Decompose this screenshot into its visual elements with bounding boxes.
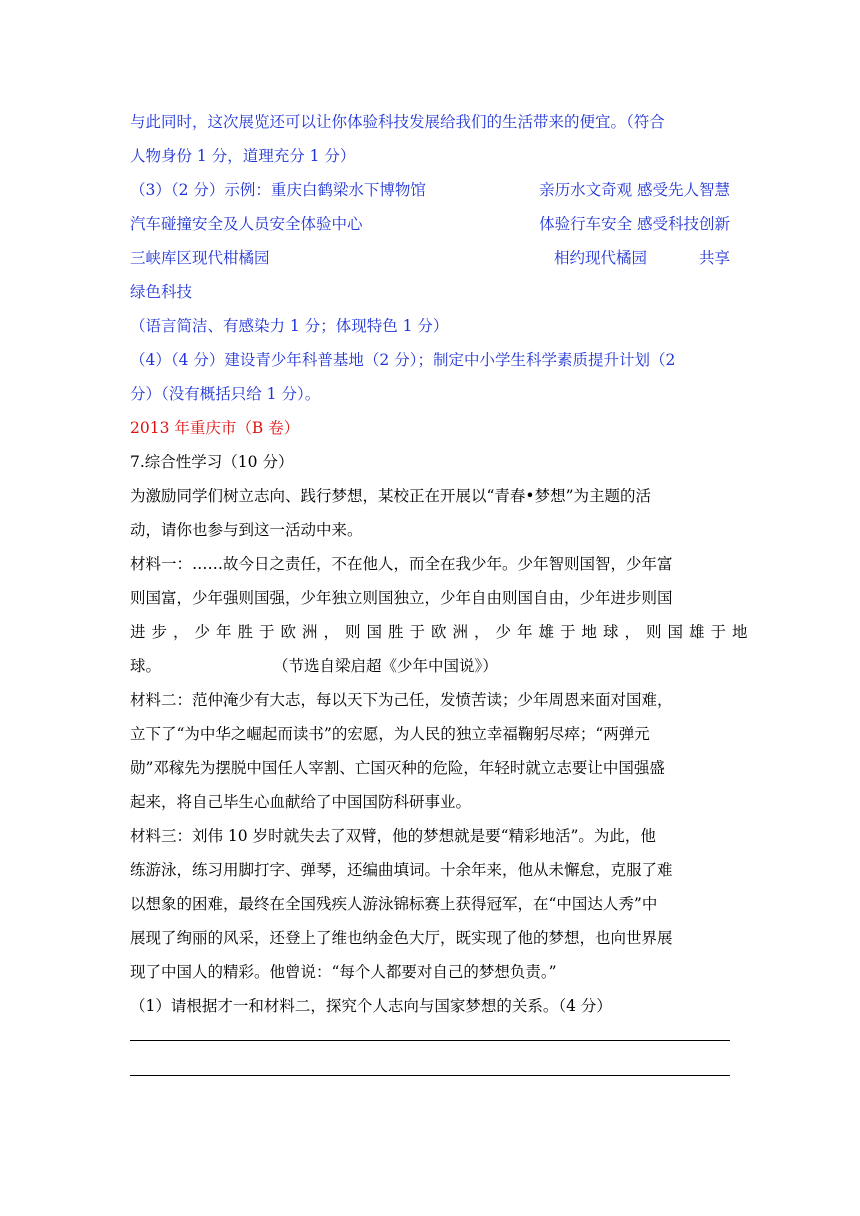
answer-example-row <box>130 180 730 200</box>
material-two: 起来，将自己毕生心血献给了中国国防科研事业。 <box>130 793 472 811</box>
example-slogan: 亲历水文奇观 感受先人智慧 <box>539 181 730 199</box>
material-three: 展现了绚丽的风采，还登上了维也纳金色大厅，既实现了他的梦想，也向世界展 <box>130 929 673 947</box>
material-two: 勋”邓稼先为摆脱中国任人宰割、亡国灭种的危险，年轻时就立志要让中国强盛 <box>130 759 665 777</box>
material-three: 现了中国人的精彩。他曾说：“每个人都要对自己的梦想负责。” <box>130 963 557 981</box>
material-three: 练游泳，练习用脚打字、弹琴，还编曲填词。十余年来，他从未懈怠，克服了难 <box>130 861 673 879</box>
answer-line: 与此同时，这次展览还可以让你体验科技发展给我们的生活带来的便宜。（符合 <box>130 113 665 131</box>
sub-question-1: （1）请根据才一和材料二，探究个人志向与国家梦想的关系。（4 分） <box>130 997 612 1015</box>
example-place: （3）（2 分）示例：重庆白鹤梁水下博物馆 <box>130 181 426 199</box>
material-two: 材料二：范仲淹少有大志，每以天下为己任，发愤苦读；少年周恩来面对国难， <box>130 691 673 709</box>
question-heading: 7.综合性学习（10 分） <box>130 453 294 471</box>
answer-line: 分）（没有概括只给 1 分）。 <box>130 385 321 403</box>
question-intro: 动，请你也参与到这一活动中来。 <box>130 521 363 539</box>
answer-blank-line[interactable] <box>130 1040 730 1041</box>
example-place: 汽车碰撞安全及人员安全体验中心 <box>130 215 363 233</box>
material-one-end: 球。 <box>130 657 162 675</box>
material-one: 材料一：……故今日之责任，不在他人，而全在我少年。少年智则国智，少年富 <box>130 555 673 573</box>
material-three: 材料三：刘伟 10 岁时就失去了双臂，他的梦想就是要“精彩地活”。为此，他 <box>130 827 656 845</box>
material-three: 以想象的困难，最终在全国残疾人游泳锦标赛上获得冠军，在“中国达人秀”中 <box>130 895 658 913</box>
answer-blank-line[interactable] <box>130 1075 730 1076</box>
example-slogan: 体验行车安全 感受科技创新 <box>539 215 730 233</box>
section-title: 2013 年重庆市（B 卷） <box>130 419 300 437</box>
material-one: 进步，少年胜于欧洲，则国胜于欧洲，少年雄于地球，则国雄于地 <box>130 623 754 641</box>
example-place: 三峡库区现代柑橘园 <box>130 249 270 267</box>
material-one <box>130 656 730 676</box>
answer-example-row <box>130 214 730 234</box>
question-intro: 为激励同学们树立志向、践行梦想，某校正在开展以“青春•梦想”为主题的活 <box>130 487 651 505</box>
material-one-source: （节选自梁启超《少年中国说》） <box>273 657 498 675</box>
answer-example-row <box>130 248 730 268</box>
answer-line: 绿色科技 <box>130 283 193 301</box>
answer-line: （语言简洁、有感染力 1 分；体现特色 1 分） <box>130 317 449 335</box>
answer-line: （4）（4 分）建设青少年科普基地（2 分）；制定中小学生科学素质提升计划（2 <box>130 351 676 369</box>
material-one: 则国富，少年强则国强，少年独立则国独立，少年自由则国自由，少年进步则国 <box>130 589 673 607</box>
material-two: 立下了“为中华之崛起而读书”的宏愿，为人民的独立幸福鞠躬尽瘁；“两弹元 <box>130 725 650 743</box>
answer-line: 人物身份 1 分，道理充分 1 分） <box>130 147 356 165</box>
example-slogan: 共享 <box>698 249 730 267</box>
example-slogan: 相约现代橘园 <box>554 249 648 267</box>
